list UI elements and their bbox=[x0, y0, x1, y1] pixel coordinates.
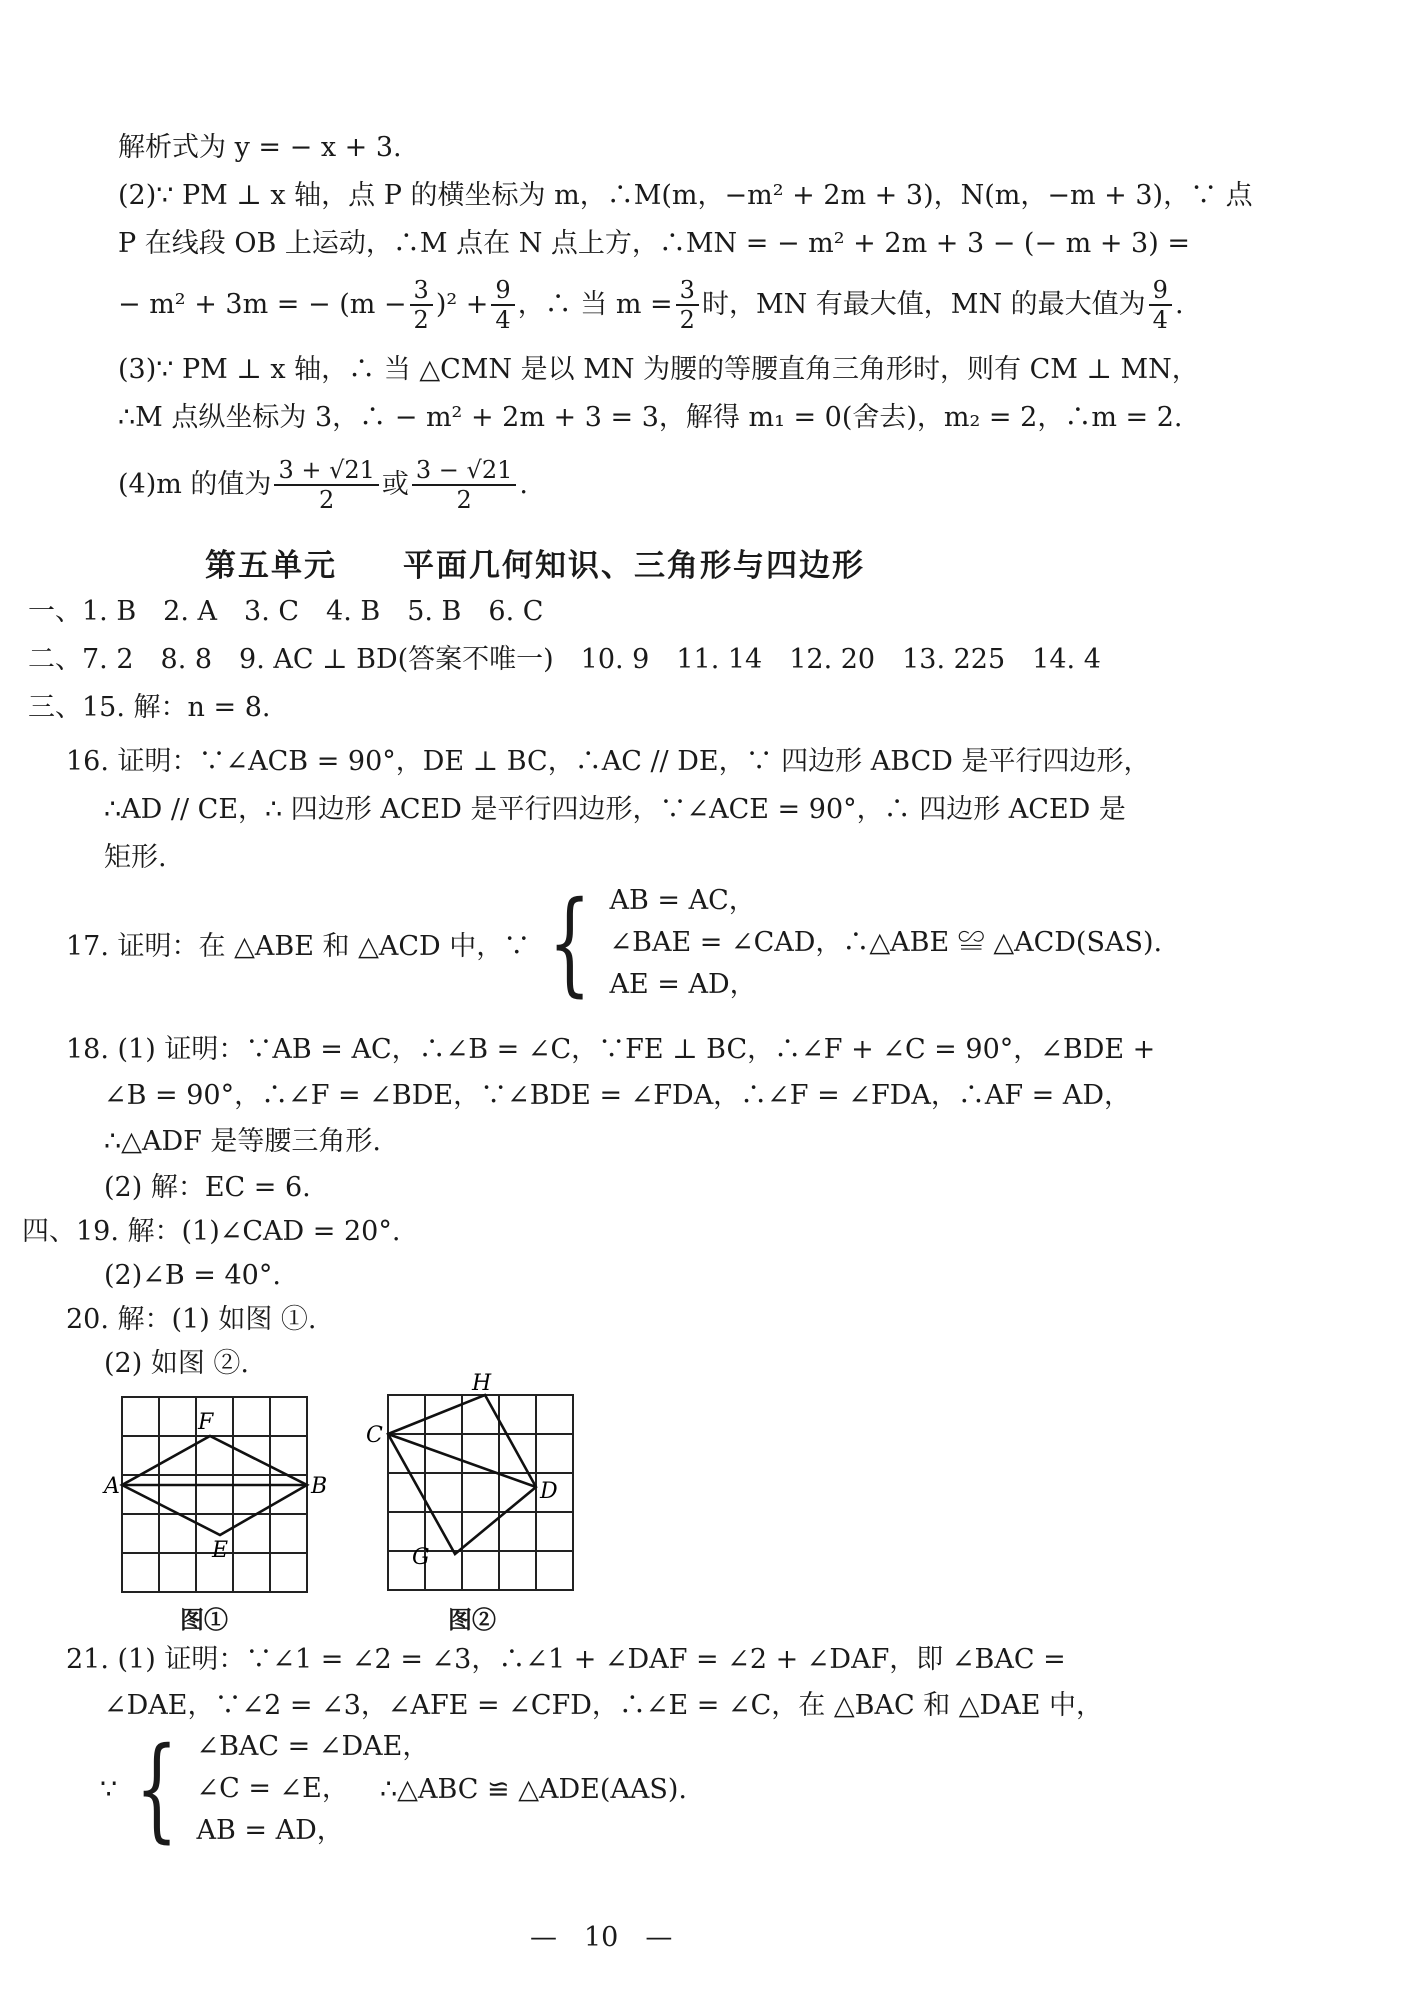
fraction-3-plus-sqrt21 bbox=[274, 456, 378, 514]
fraction-3-2-b bbox=[676, 276, 699, 334]
q16-line-2: ∴AD // CE，∴ 四边形 ACED 是平行四边形，∵∠ACE = 90°，∴ 四边形 ACED 是 bbox=[104, 794, 1126, 825]
q16-line-3: 矩形. bbox=[104, 842, 167, 873]
fig2-label-C: C bbox=[366, 1423, 383, 1448]
figure-2 bbox=[360, 1370, 590, 1600]
denominator: 2 bbox=[319, 486, 335, 514]
prev-line-7-b: 或 bbox=[381, 469, 409, 500]
numerator: 9 bbox=[1149, 276, 1172, 306]
q17-pre: 17. 证明：在 △ABE 和 △ACD 中，∵ bbox=[66, 930, 531, 962]
q17-cond-2: ∠BAE = ∠CAD，∴△ABE ≌ △ACD(SAS). bbox=[609, 927, 1163, 958]
q16-line-1: 16. 证明：∵∠ACB = 90°，DE ⊥ BC，∴AC // DE，∵ 四边形 ABCD 是平行四边形， bbox=[66, 746, 1151, 777]
page-number: — 10 — bbox=[530, 1922, 673, 1953]
denominator: 2 bbox=[413, 306, 429, 334]
fig1-label-E: E bbox=[212, 1538, 229, 1563]
figure-1-shape bbox=[122, 1436, 307, 1535]
q18-line-4: (2) 解：EC = 6. bbox=[104, 1172, 311, 1203]
prev-line-4 bbox=[118, 272, 1184, 338]
fraction-9-4 bbox=[491, 276, 514, 334]
q18-line-2: ∠B = 90°，∴∠F = ∠BDE，∵∠BDE = ∠FDA，∴∠F = ∠FDA，∴AF = AD， bbox=[104, 1080, 1132, 1111]
q17-conditions bbox=[610, 880, 1163, 1006]
figure-2-caption: 图② bbox=[448, 1605, 496, 1634]
q21-line-1: 21. (1) 证明：∵∠1 = ∠2 = ∠3，∴∠1 + ∠DAF = ∠2 + ∠DAF，即 ∠BAC = bbox=[66, 1644, 1066, 1675]
brace-icon: { bbox=[548, 878, 592, 1008]
fig2-label-D: D bbox=[540, 1479, 558, 1504]
prev-line-4-b: )² + bbox=[435, 289, 489, 320]
prev-line-7-a: (4)m 的值为 bbox=[118, 469, 272, 500]
fig1-label-A: A bbox=[104, 1474, 120, 1499]
brace-icon: { bbox=[135, 1724, 179, 1854]
prev-line-7-c: . bbox=[519, 469, 528, 500]
q21-pre: ∵ bbox=[100, 1773, 118, 1805]
fig2-label-G: G bbox=[412, 1545, 430, 1570]
prev-line-7 bbox=[118, 452, 528, 518]
q17-block bbox=[66, 880, 1162, 1006]
figure-1 bbox=[100, 1385, 328, 1615]
numerator: 3 − √21 bbox=[412, 456, 516, 486]
prev-line-2: (2)∵ PM ⊥ x 轴，点 P 的横坐标为 m，∴M(m，−m² + 2m + 3)，N(m，−m + 3)，∵ 点 bbox=[118, 180, 1253, 211]
numerator: 3 bbox=[676, 276, 699, 306]
prev-line-4-a: − m² + 3m = − (m − bbox=[118, 289, 407, 320]
section-title: 第五单元 平面几何知识、三角形与四边形 bbox=[205, 548, 865, 584]
prev-line-4-d: 时，MN 有最大值，MN 的最大值为 bbox=[701, 289, 1146, 320]
denominator: 2 bbox=[456, 486, 472, 514]
prev-line-4-c: ，∴ 当 m = bbox=[517, 289, 673, 320]
prev-line-4-e: . bbox=[1174, 289, 1184, 320]
q21-cond-2: ∠C = ∠E， bbox=[196, 1773, 349, 1804]
q18-line-3: ∴△ADF 是等腰三角形. bbox=[104, 1126, 381, 1157]
denominator: 4 bbox=[1152, 306, 1168, 334]
denominator: 4 bbox=[495, 306, 511, 334]
answers-q15: 三、15. 解：n = 8. bbox=[28, 692, 271, 723]
prev-line-3: P 在线段 OB 上运动，∴M 点在 N 点上方，∴MN = − m² + 2m + 3 − (− m + 3) = bbox=[118, 228, 1190, 259]
q20-line-2: (2) 如图 ②. bbox=[104, 1348, 249, 1379]
denominator: 2 bbox=[679, 306, 695, 334]
fraction-3-2 bbox=[410, 276, 433, 334]
answers-part1: 一、1. B 2. A 3. C 4. B 5. B 6. C bbox=[28, 596, 544, 627]
q20-line-1: 20. 解：(1) 如图 ①. bbox=[66, 1304, 317, 1335]
q19-line-1: 四、19. 解：(1)∠CAD = 20°. bbox=[22, 1216, 401, 1247]
q21-conclusion: ∴△ABC ≌ △ADE(AAS). bbox=[380, 1774, 687, 1805]
fig2-label-H: H bbox=[472, 1371, 492, 1396]
q17-cond-3: AE = AD， bbox=[609, 969, 757, 1000]
numerator: 3 bbox=[410, 276, 433, 306]
q18-line-1: 18. (1) 证明：∵AB = AC，∴∠B = ∠C，∵FE ⊥ BC，∴∠F + ∠C = 90°，∠BDE + bbox=[66, 1034, 1156, 1065]
q21-cond-3: AB = AD， bbox=[196, 1815, 344, 1846]
fraction-3-minus-sqrt21 bbox=[412, 456, 516, 514]
q17-cond-1: AB = AC， bbox=[609, 885, 756, 916]
fig1-label-F: F bbox=[198, 1410, 214, 1435]
answers-part2: 二、7. 2 8. 8 9. AC ⊥ BD(答案不唯一) 10. 9 11. 14 12. 20 13. 225 14. 4 bbox=[28, 644, 1101, 675]
numerator: 3 + √21 bbox=[274, 456, 378, 486]
prev-line-5: (3)∵ PM ⊥ x 轴，∴ 当 △CMN 是以 MN 为腰的等腰直角三角形时，则有 CM ⊥ MN， bbox=[118, 354, 1199, 385]
q21-cond-1: ∠BAC = ∠DAE， bbox=[196, 1731, 430, 1762]
figure-1-caption: 图① bbox=[180, 1605, 228, 1634]
prev-line-6: ∴M 点纵坐标为 3，∴ − m² + 2m + 3 = 3，解得 m₁ = 0(舍去)，m₂ = 2，∴m = 2. bbox=[118, 402, 1183, 433]
fraction-9-4-b bbox=[1149, 276, 1172, 334]
q21-line-2: ∠DAE，∵∠2 = ∠3，∠AFE = ∠CFD，∴∠E = ∠C，在 △BAC 和 △DAE 中， bbox=[104, 1690, 1103, 1721]
numerator: 9 bbox=[491, 276, 514, 306]
prev-line-1: 解析式为 y = − x + 3. bbox=[118, 132, 402, 163]
q19-line-2: (2)∠B = 40°. bbox=[104, 1260, 281, 1291]
fig1-label-B: B bbox=[311, 1474, 328, 1499]
